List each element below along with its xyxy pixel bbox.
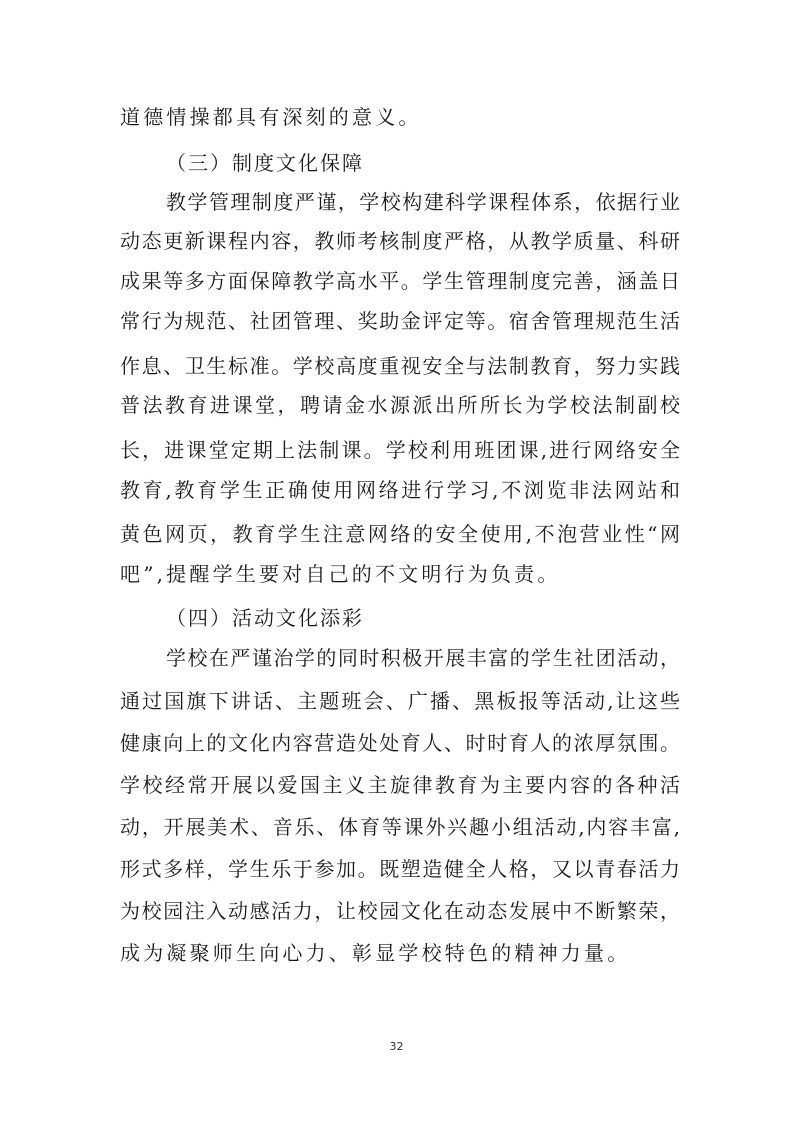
paragraph-line: 学校经常开展以爱国主义主旋律教育为主要内容的各种活 [120,773,680,797]
paragraph-line: 健康向上的文化内容营造处处育人、时时育人的浓厚氛围。 [120,731,680,755]
section-heading: （三）制度文化保障 [166,151,364,175]
paragraph-line: 吧”,提醒学生要对自己的不文明行为负责。 [120,562,561,586]
paragraph-line: 教育,教育学生正确使用网络进行学习,不浏览非法网站和 [120,478,680,502]
paragraph-line: 动，开展美术、音乐、体育等课外兴趣小组活动,内容丰富, [120,815,680,839]
paragraph-line: 常行为规范、社团管理、奖助金评定等。宿舍管理规范生活 [120,309,680,333]
paragraph-line: 成果等多方面保障教学高水平。学生管理制度完善，涵盖日 [120,269,680,293]
section-heading: （四）活动文化添彩 [166,606,364,630]
paragraph-line: 黄色网页，教育学生注意网络的安全使用,不泡营业性“网 [120,522,680,546]
paragraph-line: 普法教育进课堂，聘请金水源派出所所长为学校法制副校 [120,393,680,417]
paragraph-line: 成为凝聚师生向心力、彰显学校特色的精神力量。 [120,941,631,965]
paragraph-line: 动态更新课程内容，教师考核制度严格，从教学质量、科研 [120,229,680,253]
paragraph-line: 学校在严谨治学的同时积极开展丰富的学生社团活动， [166,646,680,670]
paragraph-line: 作息、卫生标准。学校高度重视安全与法制教育，努力实践 [120,354,680,378]
paragraph-line: 形式多样，学生乐于参加。既塑造健全人格，又以青春活力 [120,857,680,881]
paragraph-line: 长，进课堂定期上法制课。学校利用班团课,进行网络安全 [120,438,680,462]
paragraph-line: 为校园注入动感活力，让校园文化在动态发展中不断繁荣， [120,899,680,923]
paragraph-line: 教学管理制度严谨，学校构建科学课程体系，依据行业 [166,190,680,214]
page-number: 32 [389,1040,404,1053]
paragraph-line: 通过国旗下讲话、主题班会、广播、黑板报等活动,让这些 [120,689,680,713]
paragraph-line: 道德情操都具有深刻的意义。 [120,105,422,129]
